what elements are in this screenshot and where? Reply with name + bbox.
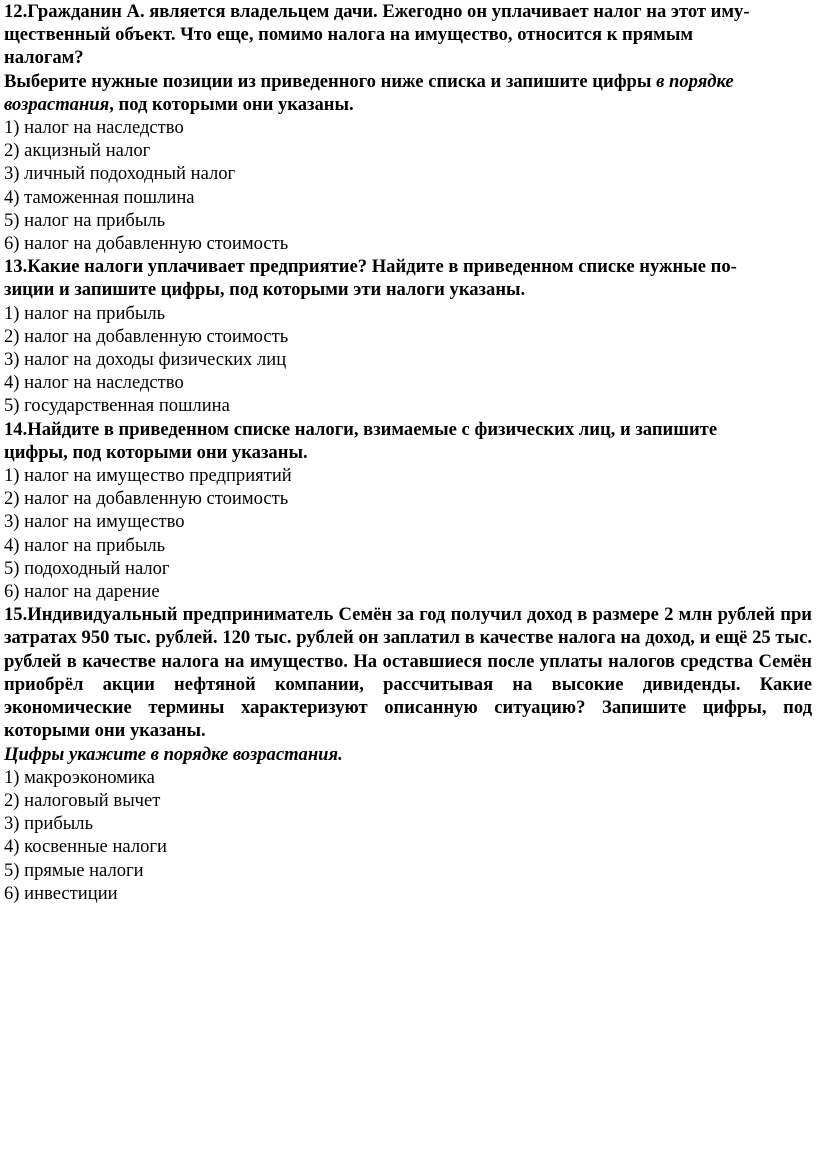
question-12-instruction-italic-a: в порядке (656, 70, 734, 92)
question-14-line-1: 14.Найдите в приведенном списке налоги, взимаемые с физических лиц, и запишите (4, 418, 718, 440)
question-15 (4, 603, 812, 905)
question-12-instruction (4, 70, 812, 93)
question-12-instruction-italic-b: возрастания (4, 93, 110, 115)
option-item: 2) налог на добавленную стоимость (4, 325, 289, 347)
option-item: 4) налог на наследство (4, 372, 184, 394)
question-13-line-2: зиции и запишите цифры, под которыми эти налоги указаны. (4, 279, 526, 301)
option-item: 3) личный подоходный налог (4, 163, 236, 185)
option-item: 5) прямые налоги (4, 859, 144, 881)
document (4, 0, 812, 905)
option-item: 3) налог на доходы физических лиц (4, 349, 287, 371)
option-item: 2) налог на добавленную стоимость (4, 488, 289, 510)
question-15-text: 15.Индивидуальный предприниматель Семён за год получил доход в размере 2 млн рублей при затратах 950 тыс. рублей. 120 тыс. рублей он заплатил в качестве налога на доход, и ещё 25 тыс. рублей в качестве налога на имущество. На оставшиеся после уплаты налогов средства Семён приобрёл акции нефтяной компании, рассчитывая на высокие дивиденды. Какие экономические термины характеризуют описанную ситуацию? Запишите цифры, под которыми они указаны. (4, 604, 812, 742)
option-item: 6) инвестиции (4, 882, 118, 904)
option-item: 2) акцизный налог (4, 140, 151, 162)
question-13-line-1: 13.Какие налоги уплачивает предприятие? Найдите в приведенном списке нужные по- (4, 256, 737, 278)
option-item: 1) налог на наследство (4, 117, 184, 139)
question-12-line-2: щественный объект. Что еще, помимо налога на имущество, относится к прямым (4, 24, 694, 46)
question-15-instruction (4, 743, 812, 766)
question-12-line-3: налогам? (4, 47, 84, 69)
question-13 (4, 255, 812, 417)
question-15-instruction-italic: Цифры укажите в порядке возрастания. (4, 743, 343, 765)
option-item: 6) налог на добавленную стоимость (4, 233, 289, 255)
option-item: 1) налог на прибыль (4, 302, 166, 324)
question-12 (4, 0, 812, 255)
option-item: 3) налог на имущество (4, 511, 185, 533)
question-14 (4, 418, 812, 604)
option-item: 1) налог на имущество предприятий (4, 465, 292, 487)
option-item: 4) налог на прибыль (4, 534, 166, 556)
question-12-instruction-tail: , под которыми они указаны. (109, 93, 354, 115)
question-14-line-2: цифры, под которыми они указаны. (4, 441, 308, 463)
option-item: 5) государственная пошлина (4, 395, 230, 417)
option-item: 1) макроэкономика (4, 766, 155, 788)
option-item: 2) налоговый вычет (4, 789, 161, 811)
option-item: 4) таможенная пошлина (4, 186, 195, 208)
option-item: 6) налог на дарение (4, 581, 160, 603)
option-item: 5) налог на прибыль (4, 209, 166, 231)
question-12-instruction-cont (4, 93, 812, 116)
option-item: 4) косвенные налоги (4, 836, 167, 858)
question-12-instruction-text: Выберите нужные позиции из приведенного ниже списка и запишите цифры (4, 70, 652, 92)
option-item: 5) подоходный налог (4, 557, 170, 579)
question-12-line-1: 12.Гражданин А. является владельцем дачи. Ежегодно он уплачивает налог на этот иму- (4, 1, 750, 22)
option-item: 3) прибыль (4, 813, 94, 835)
